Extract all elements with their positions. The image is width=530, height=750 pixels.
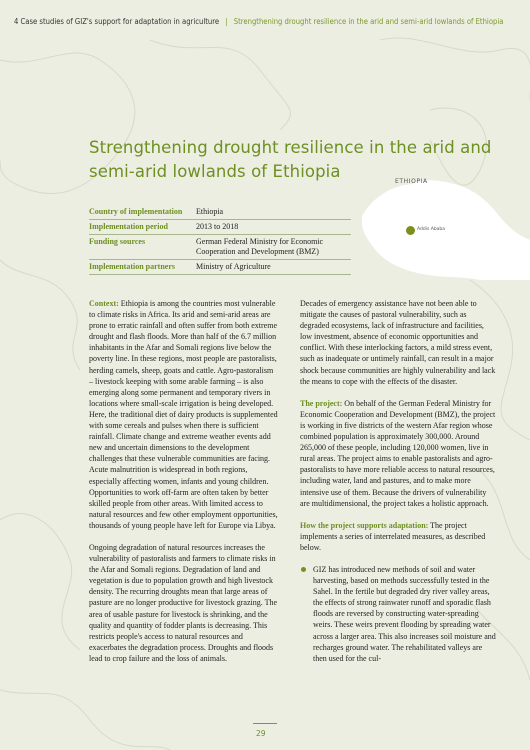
project-paragraph [300, 398, 497, 509]
project-text: On behalf of the German Federal Ministry for Economic Cooperation and Development (BMZ), the project is working in five districts of the western Afar region whose combined population is approximately 300,000. Around 265,000 of these people, including 120,000 women, live in rural areas. The project aims to enable pastoralists and agro-pastoralists to have more reliable access to natural resources, including water, land and pastures, and to make more intensive use of them. Because the drivers of vulnerability are multidimensional, the project takes a holistic approach. [300, 398, 496, 508]
project-info-table [89, 205, 351, 275]
header-section: Case studies of GIZ's support for adaptation in agriculture [20, 17, 220, 26]
city-marker-icon [406, 226, 415, 235]
info-value: Ministry of Agriculture [196, 260, 351, 275]
header-page-number: 4 [14, 17, 19, 26]
footer-rule [253, 723, 277, 724]
info-value: 2013 to 2018 [196, 220, 351, 235]
running-header [14, 17, 503, 26]
project-lead: The project: [300, 398, 343, 408]
context-text: Ethiopia is among the countries most vulnerable to climate risks in Africa. Its arid and semi-arid areas are prone to erratic rainfall and often suffer from both extreme drought and flash floods. More than half of the 6.7 million inhabitants in the Afar and Somali regions live below the poverty line. In these regions, most people are pastoralists, herding camels, sheep, goats and cattle. Agro-pastoralism – livestock keeping with some arable farming – is also emerging along some permanent and temporary rivers in locations where small-scale irrigation is being developed. Here, the traditional diet of dairy products is supplemented with some cereals and pulses when there is sufficient rainfall. Climate change and extreme weather events add new and uncertain dimensions to the development challenges that these vulnerable communities are facing. Acute malnutrition is widespread in both regions, especially affecting women, infants and young children. Opportunities to work off-farm are often taken by better skilled people from other areas. With limited access to natural resources and few other employment opportunities, thousands of young people have left for Europe via Libya. [89, 299, 278, 530]
context-lead: Context: [89, 299, 119, 308]
emergency-paragraph: Decades of emergency assistance have not been able to mitigate the causes of pastoral vulnerability, such as degraded ecosystems, lack of infrastructure and facilities, low investment, absence of economic opportunities and conflict. With these interlocking factors, a mild stress event, such as inadequate or untimely rainfall, can result in a major shock because communities are highly vulnerability and lack the means to cope with the effects of the disaster. [300, 299, 496, 386]
body-column-right [300, 298, 497, 675]
info-key: Funding sources [89, 235, 196, 260]
header-chapter: Strengthening drought resilience in the arid and semi-arid lowlands of Ethiopia [233, 17, 504, 26]
info-key: Country of implementation [89, 205, 196, 220]
info-row [89, 235, 351, 260]
info-row [89, 220, 351, 235]
degradation-paragraph: Ongoing degradation of natural resources increases the vulnerability of pastoralists and farmers to climate risks in the Afar and Somali regions. Degradation of land and vegetation is due to population growth and high livestock density. The recurring droughts mean that large areas of pasture are no longer productive for livestock grazing. The area of usable pasture for livestock is shrinking, and the quality and quantity of fodder plants is decreasing. This restricts people's access to natural resources and exacerbates the degradation process. Droughts and floods lead to crop failure and the loss of animals. [89, 542, 278, 663]
header-separator: | [225, 17, 228, 26]
info-key: Implementation period [89, 220, 196, 235]
support-text: The project implements a series of interrelated measures, as described below. [300, 520, 486, 552]
map-country-label: ETHIOPIA [395, 178, 428, 185]
bullet-icon [301, 567, 306, 572]
context-paragraph [89, 298, 279, 531]
ethiopia-map [362, 178, 530, 280]
list-item [300, 564, 497, 664]
info-row [89, 205, 351, 220]
info-value: Ethiopia [196, 205, 351, 220]
info-value: German Federal Ministry for Economic Cooperation and Development (BMZ) [196, 235, 351, 260]
info-row [89, 260, 351, 275]
bullet-text: GIZ has introduced new methods of soil and water harvesting, based on methods successfully tested in the Sahel. In the fertile but degraded dry river valley areas, the effects of strong rainwater runoff and sporadic flash floods are reversed by constructing water-spreading weirs. These weirs prevent flooding by spreading water across a larger area. This also increases soil moisture and recharges ground water. The rehabilitated valleys are then used for the cul- [313, 564, 496, 663]
page-title: Strengthening drought resilience in the arid and semi-arid lowlands of Ethiopia [89, 138, 492, 181]
page-number: 29 [256, 729, 266, 738]
support-lead: How the project supports adaptation: [300, 520, 429, 530]
map-city-label: Addis Ababa [417, 227, 446, 232]
body-column-left [89, 298, 279, 675]
support-paragraph [300, 520, 497, 553]
info-key: Implementation partners [89, 260, 196, 275]
